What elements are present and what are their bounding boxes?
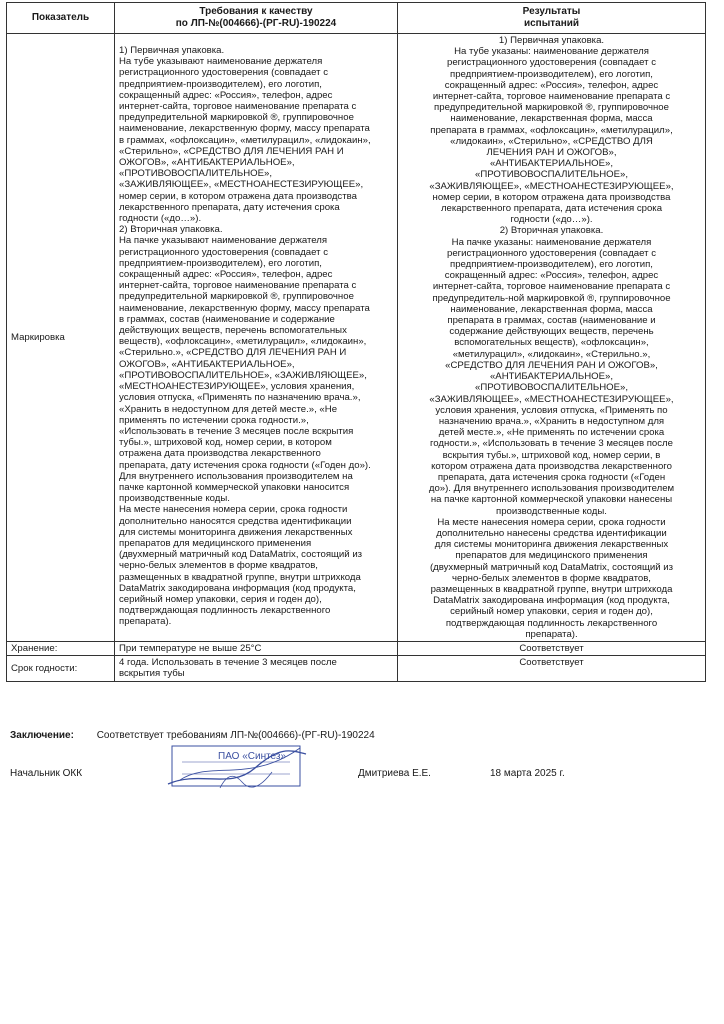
text-line: На пачке указывают наименование держателя bbox=[119, 235, 328, 247]
header-requirements bbox=[115, 3, 398, 34]
signer-role: Начальник ОКК bbox=[10, 768, 83, 779]
text-line: ОЖОГОВ», «АНТИБАКТЕРИАЛЬНОЕ», bbox=[119, 358, 295, 370]
text-line: предприятием-производителем), его логотип, bbox=[119, 78, 322, 90]
table-row-storage bbox=[7, 641, 706, 655]
text-line: применять по истечении срока годности.», bbox=[119, 414, 309, 426]
text-line: ОЖОГОВ», «АНТИБАКТЕРИАЛЬНОЕ», bbox=[119, 157, 295, 169]
header-indicator: Показатель bbox=[7, 3, 115, 34]
header-results-line: Результаты bbox=[522, 6, 581, 17]
text-line: «ПРОТИВОВОСПАЛИТЕЛЬНОЕ», bbox=[475, 169, 628, 181]
text-line: интернет-сайта, торговое наименование препарата с bbox=[119, 280, 357, 292]
text-line: сокращенный адрес: «Россия», телефон, адрес bbox=[444, 79, 659, 91]
shelf-life-requirement-line: 4 года. Использовать в течение 3 месяцев после bbox=[119, 657, 337, 669]
text-line: тубы.», штриховой код, номер серии, в котором bbox=[119, 437, 332, 449]
text-line: «Использовать в течение 3 месяцев после вскрытия bbox=[119, 425, 354, 437]
text-line: препаратов для медицинского применения bbox=[119, 537, 312, 549]
text-line: регистрационного удостоверения (совпадает с bbox=[119, 67, 329, 79]
text-line: препарата в граммах, «офлоксацин», «метилурацил», bbox=[430, 124, 673, 136]
text-line: предприятием-производителем), его логотип, bbox=[450, 259, 653, 271]
text-line: черно-белых элементов в форме квадратов, bbox=[119, 560, 318, 572]
text-line: черно-белых элементов в форме квадратов, bbox=[452, 572, 651, 584]
text-line: «ПРОТИВОВОСПАЛИТЕЛЬНОЕ», bbox=[475, 382, 628, 394]
conclusion-label: Заключение: bbox=[10, 730, 74, 741]
header-results bbox=[398, 3, 706, 34]
storage-label: Хранение: bbox=[7, 641, 115, 655]
text-line: предприятием-производителем), его логотип, bbox=[119, 257, 322, 269]
text-line: 1) Первичная упаковка. bbox=[119, 45, 225, 56]
text-line: наименование, лекарственная форма, масса bbox=[450, 113, 653, 125]
text-line: пачке картонной коммерческой упаковки наносится bbox=[119, 481, 350, 493]
table-header-row bbox=[7, 3, 706, 34]
text-line: предупредительной маркировкой ®, группировочное bbox=[119, 291, 354, 303]
text-line: условия хранения, условия отпуска, «Применять по bbox=[435, 404, 668, 416]
text-line: препарата, дата истечения срока годности («Годен bbox=[437, 471, 666, 483]
text-line: серийный номер упаковки, серия и годен до), bbox=[450, 606, 653, 618]
text-line: условия отпуска, «Применять по назначению врача.», bbox=[119, 392, 361, 404]
text-line: подтверждающая подлинность лекарственного bbox=[119, 605, 331, 617]
text-line: для системы мониторинга движения лекарственных bbox=[434, 539, 669, 551]
text-line: содержание действующих веществ, перечень bbox=[449, 326, 654, 338]
text-line: годности («до…»). bbox=[119, 213, 202, 225]
text-line: «ПРОТИВОВОСПАЛИТЕЛЬНОЕ», «ЗАЖИВЛЯЮЩЕЕ», bbox=[119, 369, 367, 381]
table-row-shelf-life bbox=[7, 656, 706, 682]
text-line: «СРЕДСТВО ДЛЯ ЛЕЧЕНИЯ РАН И ОЖОГОВ», bbox=[445, 359, 658, 371]
text-line: детей месте.», «Не применять по истечении срока bbox=[438, 427, 665, 439]
text-line: «ЗАЖИВЛЯЮЩЕЕ», «МЕСТНОАНЕСТЕЗИРУЮЩЕЕ», bbox=[429, 393, 674, 405]
text-line: годности («до…»). bbox=[510, 214, 593, 226]
stamp-org: ПАО «Синтез» bbox=[218, 751, 287, 762]
marking-result bbox=[398, 34, 706, 642]
text-line: отражена дата производства лекарственного bbox=[119, 448, 321, 460]
text-line: назначению врача.», «Хранить в недоступном для bbox=[438, 415, 665, 427]
text-line: в граммах, «офлоксацин», «метилурацил», «лидокаин», bbox=[119, 134, 371, 146]
text-line: ЛЕЧЕНИЯ РАН И ОЖОГОВ», bbox=[486, 147, 617, 159]
conclusion-text: Соответствует требованиям ЛП-№(004666)-(РГ-RU)-190224 bbox=[96, 730, 375, 741]
storage-result: Соответствует bbox=[398, 641, 706, 655]
text-line: регистрационного удостоверения (совпадает с bbox=[446, 57, 656, 69]
text-line: На тубе указаны: наименование держателя bbox=[454, 46, 649, 58]
text-line: 2) Вторичная упаковка. bbox=[119, 224, 223, 236]
text-line: «ЗАЖИВЛЯЮЩЕЕ», «МЕСТНОАНЕСТЕЗИРУЮЩЕЕ», bbox=[119, 179, 364, 191]
shelf-life-label: Срок годности: bbox=[7, 656, 115, 682]
text-line: дополнительно наносятся средства идентификации bbox=[119, 515, 352, 527]
shelf-life-requirement bbox=[115, 656, 398, 682]
signature-footer bbox=[10, 764, 700, 804]
text-line: серийный номер упаковки, серия и годен до), bbox=[119, 593, 322, 605]
text-line: для системы мониторинга движения лекарственных bbox=[119, 526, 353, 538]
storage-requirement: При температуре не выше 25°С bbox=[115, 641, 398, 655]
text-line: в граммах, состав (наименование и содержание bbox=[119, 313, 335, 325]
text-line: котором отражена дата производства лекарственного bbox=[431, 460, 672, 472]
text-line: DataMatrix закодирована информация (код продукта, bbox=[119, 582, 356, 594]
text-line: интернет-сайта, торговое наименование препарата с bbox=[432, 281, 671, 293]
marking-requirement bbox=[115, 34, 398, 642]
text-line: предупредительной маркировкой ®, группировочное bbox=[119, 112, 354, 124]
text-line: интернет-сайта, торговое наименование препарата с bbox=[432, 91, 671, 103]
text-line: предприятием-производителем), его логотип, bbox=[450, 68, 653, 80]
text-line: размещенных в квадратной группе, внутри штрихкода bbox=[119, 571, 361, 583]
text-line: «Хранить в недоступном для детей месте.», «Не bbox=[119, 403, 338, 415]
text-line: номер серии, в котором отражена дата производства bbox=[119, 190, 357, 202]
text-line: регистрационного удостоверения (совпадает с bbox=[119, 246, 329, 258]
text-line: 1) Первичная упаковка. bbox=[498, 35, 605, 46]
shelf-life-result: Соответствует bbox=[398, 656, 706, 682]
text-line: интернет-сайта, торговое наименование препарата с bbox=[119, 101, 357, 113]
text-line: «ПРОТИВОВОСПАЛИТЕЛЬНОЕ», bbox=[119, 168, 272, 180]
text-line: лекарственного препарата, дату истечения срока bbox=[119, 201, 340, 213]
text-line: «Стерильно», «СРЕДСТВО ДЛЯ ЛЕЧЕНИЯ РАН И bbox=[119, 145, 344, 157]
marking-requirement-lines bbox=[119, 35, 393, 628]
text-line: На месте нанесения номера серии, срока годности bbox=[437, 516, 666, 528]
text-line: годности.», «Использовать в течение 3 месяцев после bbox=[430, 438, 673, 450]
text-line: 2) Вторичная упаковка. bbox=[499, 225, 604, 237]
text-line: действующих веществ, перечень вспомогательных bbox=[119, 325, 347, 337]
text-line: регистрационного удостоверения (совпадает с bbox=[446, 247, 656, 259]
text-line: на пачке картонной коммерческой упаковки нанесены bbox=[430, 494, 673, 506]
signer-name: Дмитриева Е.Е. bbox=[358, 768, 431, 779]
text-line: На тубе указывают наименование держателя bbox=[119, 56, 323, 68]
text-line: (двухмерный матричный код DataMatrix, состоящий из bbox=[119, 549, 363, 561]
text-line: номер серии, в котором отражена дата производства bbox=[432, 191, 671, 203]
text-line: На месте нанесения номера серии, срока годности bbox=[119, 504, 348, 516]
marking-label: Маркировка bbox=[7, 34, 115, 642]
text-line: производственные коды. bbox=[496, 505, 607, 517]
text-line: Для внутреннего использования производителем на bbox=[119, 470, 353, 482]
text-line: «ЗАЖИВЛЯЮЩЕЕ», «МЕСТНОАНЕСТЕЗИРУЮЩЕЕ», bbox=[429, 180, 674, 192]
text-line: препарата, дату истечения срока годности («Годен до»). bbox=[119, 459, 371, 471]
text-line: сокращенный адрес: «Россия», телефон, адрес bbox=[119, 89, 333, 101]
text-line: препарата). bbox=[525, 628, 578, 640]
text-line: На пачке указаны: наименование держателя bbox=[451, 236, 652, 248]
text-line: предупредитель-ной маркировкой ®, группировочное bbox=[432, 292, 671, 304]
marking-result-lines bbox=[402, 35, 701, 640]
text-line: «АНТИБАКТЕРИАЛЬНОЕ», bbox=[489, 371, 614, 383]
text-line: (двухмерный матричный код DataMatrix, состоящий из bbox=[429, 561, 674, 573]
text-line: препаратов для медицинского применения bbox=[455, 550, 648, 562]
text-line: дополнительно нанесены средства идентификации bbox=[436, 527, 667, 539]
text-line: наименование, лекарственная форма, масса bbox=[450, 303, 653, 315]
text-line: размещенных в квадратной группе, внутри штрихкода bbox=[430, 583, 673, 595]
text-line: сокращенный адрес: «Россия», телефон, адрес bbox=[444, 270, 659, 282]
text-line: вспомогательных веществ), «офлоксацин», bbox=[454, 337, 649, 349]
text-line: «Стерильно.», «СРЕДСТВО ДЛЯ ЛЕЧЕНИЯ РАН И bbox=[119, 347, 347, 359]
text-line: «метилурацил», «лидокаин», «Стерильно.», bbox=[452, 348, 651, 360]
text-line: сокращенный адрес: «Россия», телефон, адрес bbox=[119, 269, 333, 281]
text-line: до»). Для внутреннего использования производителем bbox=[428, 483, 675, 495]
quality-table bbox=[6, 2, 706, 682]
text-line: «АНТИБАКТЕРИАЛЬНОЕ», bbox=[489, 158, 614, 170]
text-line: веществ), «офлоксацин», «метилурацил», «лидокаин», bbox=[119, 336, 367, 348]
text-line: лекарственного препарата, дата истечения срока bbox=[440, 203, 663, 215]
text-line: вскрытия тубы.», штриховой код, номер серии, в bbox=[442, 449, 661, 461]
text-line: DataMatrix закодирована информация (код продукта, bbox=[433, 595, 670, 607]
signature-date: 18 марта 2025 г. bbox=[490, 768, 565, 779]
text-line: наименование, лекарственную форму, массу препарата bbox=[119, 123, 370, 135]
table-row-marking bbox=[7, 34, 706, 642]
header-requirements-line: Требования к качеству bbox=[199, 6, 313, 17]
text-line: «лидокаин», «Стерильно», «СРЕДСТВО ДЛЯ bbox=[450, 135, 653, 147]
header-results-line: испытаний bbox=[523, 18, 580, 29]
header-requirements-line: по ЛП-№(004666)-(РГ-RU)-190224 bbox=[175, 18, 337, 29]
text-line: препарата). bbox=[119, 616, 172, 628]
shelf-life-requirement-line: вскрытия тубы bbox=[119, 668, 185, 680]
text-line: подтверждающая подлинность лекарственного bbox=[445, 617, 658, 629]
text-line: препарата в граммах, состав (наименование и bbox=[447, 315, 656, 327]
text-line: «МЕСТНОАНЕСТЕЗИРУЮЩЕЕ», условия хранения, bbox=[119, 381, 355, 393]
text-line: предупредительной маркировкой ®, группировочное bbox=[434, 102, 669, 114]
text-line: наименование, лекарственную форму, массу препарата bbox=[119, 302, 370, 314]
text-line: производственные коды. bbox=[119, 493, 230, 505]
